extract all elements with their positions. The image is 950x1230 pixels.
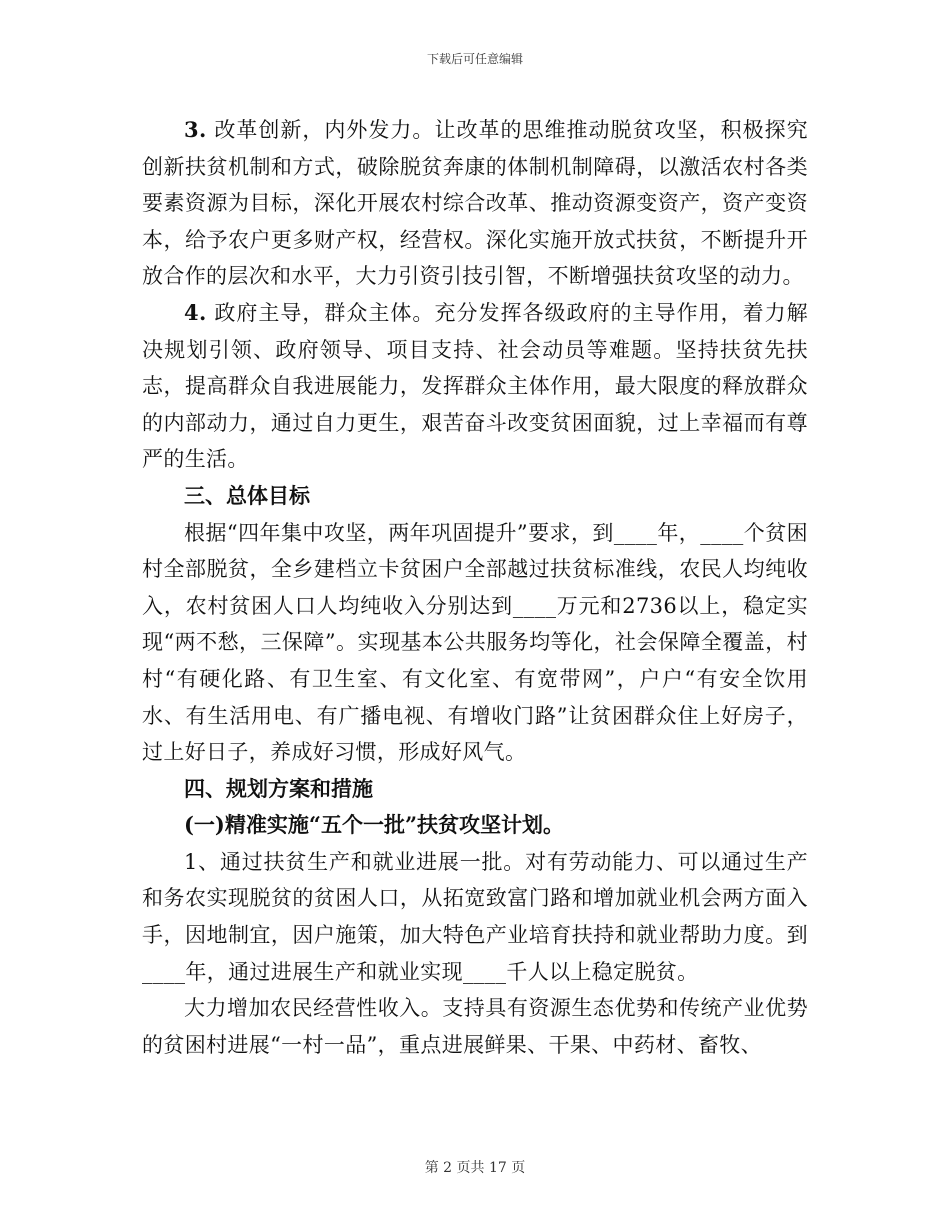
paragraph-government-leading — [142, 295, 808, 478]
section-heading-plan-measures: 四、规划方案和措施 — [184, 775, 373, 801]
paragraph-reform-innovation — [142, 112, 808, 295]
paragraph-text: 政府主导，群众主体。充分发挥各级政府的主导作用，着力解决规划引领、政府领导、项目支持、社会动员等难题。坚持扶贫先扶志，提高群众自我进展能力，发挥群众主体作用，最大限度的释放群众的内部动力，通过自力更生，艰苦奋斗改变贫困面貌，过上幸福而有尊严的生活。 — [142, 300, 808, 472]
section-heading-overall-goals: 三、总体目标 — [184, 482, 310, 508]
paragraph-production-employment: 1、通过扶贫生产和就业进展一批。对有劳动能力、可以通过生产和务农实现脱贫的贫困人口，从拓宽致富门路和增加就业机会两方面入手，因地制宜，因户施策，加大特色产业培育扶持和就业帮助力度。到____年，通过进展生产和就业实现____千人以上稳定脱贫。 — [142, 849, 808, 984]
subsection-heading-five-batches: (一)精准实施“五个一批”扶贫攻坚计划。 — [184, 812, 565, 838]
paragraph-overall-goals: 根据“四年集中攻坚，两年巩固提升”要求，到____年，____个贫困村全部脱贫，全乡建档立卡贫困户全部越过扶贫标准线，农民人均纯收入，农村贫困人口人均纯收入分别达到____万元和2736以上，稳定实现“两不愁，三保障”。实现基本公共服务均等化，社会保障全覆盖，村村“有硬化路、有卫生室、有文化室、有宽带网”，户户“有安全饮用水、有生活用电、有广播电视、有增收门路”让贫困群众住上好房子，过上好日子，养成好习惯，形成好风气。 — [142, 520, 808, 765]
paragraph-increase-income: 大力增加农民经营性收入。支持具有资源生态优势和传统产业优势的贫困村进展“一村一品”，重点进展鲜果、干果、中药材、畜牧、 — [142, 996, 808, 1057]
paragraph-text: 改革创新，内外发力。让改革的思维推动脱贫攻坚，积极探究创新扶贫机制和方式，破除脱贫奔康的体制机制障碍，以激活农村各类要素资源为目标，深化开展农村综合改革、推动资源变资产，资产变资本，给予农户更多财产权，经营权。深化实施开放式扶贫，不断提升开放合作的层次和水平，大力引资引技引智，不断增强扶贫攻坚的动力。 — [142, 118, 808, 289]
item-number: 4. — [184, 299, 207, 325]
page-header: 下载后可任意编辑 — [426, 52, 523, 66]
document-body — [142, 112, 808, 1063]
page-footer: 第 2 页共 17 页 — [424, 1160, 526, 1176]
item-number: 3. — [184, 117, 207, 142]
